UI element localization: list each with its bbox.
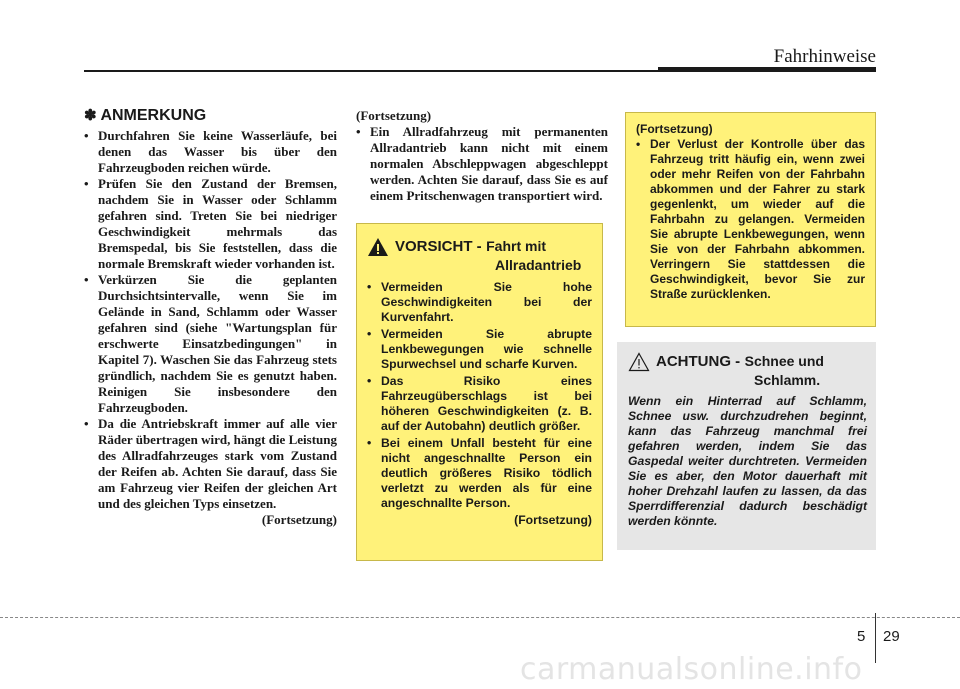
watermark: carmanualsonline.info [520,652,863,687]
warning-subject-1: Schnee und [744,353,824,369]
page-number-separator [875,613,876,663]
note-item: • Durchfahren Sie keine Wasserläufe, bei denen das Wasser bis über den Fahrzeugboden reichen würde. [84,128,337,176]
warning-subject-2: Schlamm. [754,372,821,388]
col2-list [356,124,608,204]
page-number: 29 [883,628,900,645]
header-rule-tab [658,67,876,72]
note-heading [84,108,337,124]
note-item: • Verkürzen Sie die geplanten Durchsichtsintervalle, wenn Sie im Gelände in Sand, Schlamm oder Wasser gefahren sind (siehe "Wartungsplan für erschwerte Einsatzbedingungen" in Kapitel 7). Waschen Sie das Fahrzeug stets gründlich, nachdem Sie es genutzt haben. Reinigen Sie insbesondere den Fahrzeugboden. [84,272,337,416]
caution-cont-item: • Der Verlust der Kontrolle über das Fahrzeug tritt häufig ein, wenn zwei oder mehr Reifen von der Fahrbahn abkommen und der Fahrer zu stark gegenlenkt, um wieder auf die Fahrbahn zu gelangen. Vermeiden Sie abrupte Lenkbewegungen, wenn Sie von der Fahrbahn abkommen. Verringern Sie stattdessen die Geschwindigkeit, bevor Sie zur Straße zurücklenken. [636,137,865,302]
warning-triangle-icon [367,237,389,257]
warning-text: Wenn ein Hinterrad auf Schlamm, Schnee usw. durchzudrehen beginnt, kann das Fahrzeug manchmal frei gefahren werden, indem Sie das Gaspedal weiter durchtreten. Vermeiden Sie es aber, den Motor dauerhaft mit hoher Drehzahl laufen zu lassen, da das Sperrdifferenzial dadurch beschädigt werden könnte. [628,394,867,528]
caution-item: • Vermeiden Sie abrupte Lenkbewegungen wie schnelle Spurwechsel und scharfe Kurven. [367,327,592,372]
caution-title [367,237,592,274]
warning-label: ACHTUNG - [656,353,741,370]
note-list [84,128,337,512]
caution-list [367,280,592,511]
caution-label: VORSICHT - [395,238,482,255]
note-item: • Da die Antriebskraft immer auf alle vier Räder übertragen wird, hängt die Leistung des Allradfahrzeuges stark vom Zustand der Reifen ab. Achten Sie darauf, dass Sie am Fahrzeug vier Reifen der gleichen Art und des gleichen Typs einsetzen. [84,416,337,512]
star-icon: ✽ [84,107,97,124]
footer-rule [0,617,960,618]
warning-title [628,352,867,389]
caution-continued: (Fortsetzung) [514,513,592,527]
col2-section [356,108,608,204]
caution-box [356,223,603,561]
col2-item: • Ein Allradfahrzeug mit permanenten Allradantrieb kann nicht mit einem normalen Abschleppwagen abgeschleppt werden. Achten Sie darauf, dass Sie es auf einem Pritschenwagen transportiert wird. [356,124,608,204]
warning-box [617,342,876,550]
caution-cont-list [636,137,865,302]
caution-continued-box [625,112,876,327]
caution-item: • Vermeiden Sie hohe Geschwindigkeiten bei der Kurvenfahrt. [367,280,592,325]
page-chapter: 5 [857,628,866,645]
continued-label: (Fortsetzung) [261,512,337,527]
note-heading-text: ANMERKUNG [100,107,207,124]
caution-cont-from: (Fortsetzung) [636,122,713,136]
caution-subject-1: Fahrt mit [486,238,547,254]
page-header-title: Fahrhinweise [773,46,876,67]
caution-subject-2: Allradantrieb [495,257,582,273]
note-item: • Prüfen Sie den Zustand der Bremsen, nachdem Sie in Wasser oder Schlamm gefahren sind. Treten Sie bei niedriger Geschwindigkeit mehrmals das Bremspedal, bis Sie feststellen, dass die normale Bremskraft wieder vorhanden ist. [84,176,337,272]
note-section [84,108,337,528]
warning-triangle-outline-icon [628,352,650,372]
caution-item: • Bei einem Unfall besteht für eine nicht angeschnallte Person ein deutlich größeres Risiko tödlich verletzt zu werden als für eine angeschnallte Person. [367,436,592,511]
continued-from-label: (Fortsetzung) [356,108,432,123]
caution-item: • Das Risiko eines Fahrzeugüberschlags ist bei höheren Geschwindigkeiten (z. B. auf der Autobahn) deutlich größer. [367,374,592,434]
